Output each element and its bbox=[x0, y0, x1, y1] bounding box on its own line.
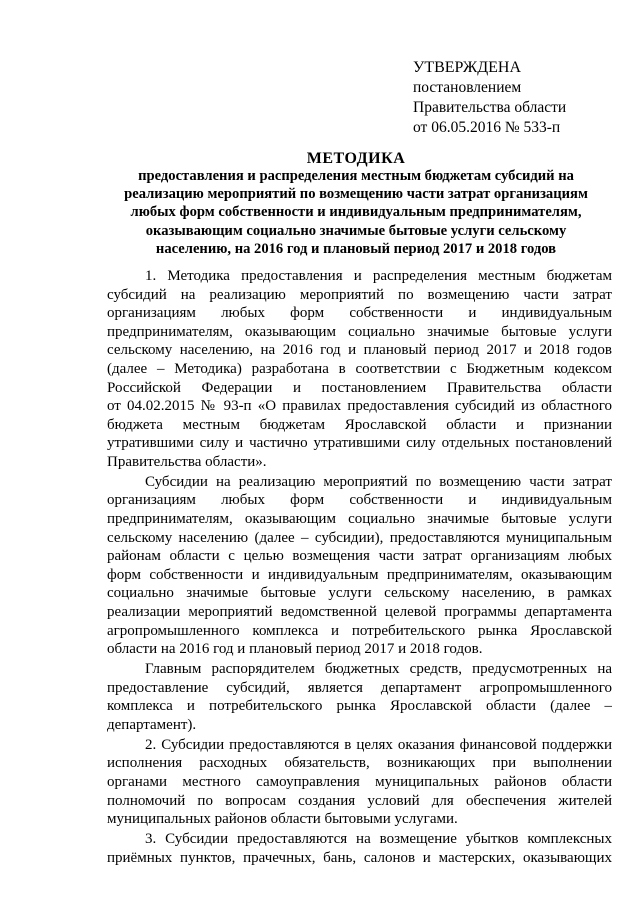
paragraph bbox=[107, 473, 612, 659]
paragraph-line: области на 2016 год и плановый период 2017 и 2018 годов. bbox=[107, 641, 483, 658]
paragraph-line: сельскому населению (далее – субсидии), предоставляются муниципальным bbox=[107, 529, 612, 546]
paragraph-line: бюджета местным бюджетам Ярославской области и признании bbox=[107, 416, 612, 433]
paragraph-line: приёмных пунктов, прачечных, бань, салонов и мастерских, оказывающих bbox=[107, 849, 612, 866]
paragraph-line: социально значимые бытовые услуги сельскому населению, в рамках bbox=[107, 585, 612, 602]
paragraph-line: департамент). bbox=[107, 716, 197, 733]
document-title: МЕТОДИКА bbox=[306, 150, 406, 167]
paragraph-line: (далее – Методика) разработана в соответствии с Бюджетным кодексом bbox=[107, 360, 612, 377]
paragraph-line: организациям любых форм собственности и индивидуальным bbox=[107, 492, 612, 509]
subtitle-line: оказывающим социально значимые бытовые услуги сельскому bbox=[145, 222, 567, 239]
document-subtitle bbox=[100, 167, 612, 258]
paragraph-line: предпринимателям, оказывающим социально значимые бытовые услуги bbox=[107, 511, 612, 528]
approval-block bbox=[413, 58, 613, 138]
paragraph-line: полномочий по вопросам создания условий для обеспечения жителей bbox=[107, 792, 612, 809]
subtitle-line: реализацию мероприятий по возмещению части затрат организациям bbox=[124, 186, 588, 203]
paragraph-line: 1. Методика предоставления и распределения местным бюджетам bbox=[145, 268, 612, 284]
paragraph-line: сельскому населению, на 2016 год и плановый период 2017 и 2018 годов bbox=[107, 342, 612, 359]
paragraph-line: 2. Субсидии предоставляются в целях оказания финансовой поддержки bbox=[145, 736, 612, 753]
paragraph-line: предоставление субсидий, является департамент агропромышленного bbox=[107, 679, 612, 696]
paragraph-line: Российской Федерации и постановлением Правительства области bbox=[107, 379, 612, 396]
paragraph bbox=[107, 660, 612, 734]
subtitle-line: предоставления и распределения местным бюджетам субсидий на bbox=[138, 168, 574, 184]
paragraph-line: реализации мероприятий ведомственной целевой программы департамента bbox=[107, 603, 612, 620]
paragraph-line: исполнения расходных обязательств, возникающих при выполнении bbox=[107, 755, 612, 772]
paragraph bbox=[107, 830, 612, 867]
subtitle-line: населению, на 2016 год и плановый период 2017 и 2018 годов bbox=[155, 240, 557, 257]
document-body bbox=[107, 267, 612, 868]
paragraph-line: Субсидии на реализацию мероприятий по возмещению части затрат bbox=[145, 473, 612, 490]
paragraph bbox=[107, 267, 612, 472]
paragraph-line: утратившими силу и частично утратившими силу отдельных постановлений bbox=[107, 435, 612, 452]
paragraph-line: муниципальных районов области бытовыми услугами. bbox=[107, 811, 458, 828]
paragraph-line: Главным распорядителем бюджетных средств, предусмотренных на bbox=[145, 661, 612, 678]
approval-line: от 06.05.2016 № 533-п bbox=[413, 119, 561, 136]
approval-line: постановлением bbox=[413, 79, 522, 96]
paragraph bbox=[107, 736, 612, 829]
paragraph-line: субсидий на реализацию мероприятий по возмещению части затрат bbox=[107, 286, 612, 303]
paragraph-line: от 04.02.2015 № 93-п «О правилах предоставления субсидий из областного bbox=[107, 398, 612, 415]
paragraph-line: комплекса и потребительского рынка Ярославской области (далее – bbox=[107, 698, 612, 715]
paragraph-line: районам области с целью возмещения части затрат организациям любых bbox=[107, 548, 612, 565]
paragraph-line: форм собственности и индивидуальным предпринимателям, оказывающим bbox=[107, 566, 612, 583]
subtitle-line: любых форм собственности и индивидуальным предпринимателям, bbox=[130, 204, 582, 221]
paragraph-line: органами местного самоуправления муниципальных районов области bbox=[107, 773, 612, 790]
paragraph-line: агропромышленного комплекса и потребительского рынка Ярославской bbox=[107, 622, 612, 639]
paragraph-line: Правительства области». bbox=[107, 453, 267, 470]
paragraph-line: 3. Субсидии предоставляются на возмещение убытков комплексных bbox=[145, 831, 612, 847]
paragraph-line: предпринимателям, оказывающим социально значимые бытовые услуги bbox=[107, 323, 612, 340]
approval-status: УТВЕРЖДЕНА bbox=[413, 59, 522, 76]
approval-line: Правительства области bbox=[413, 99, 567, 116]
paragraph-line: организациям любых форм собственности и индивидуальным bbox=[107, 305, 612, 322]
